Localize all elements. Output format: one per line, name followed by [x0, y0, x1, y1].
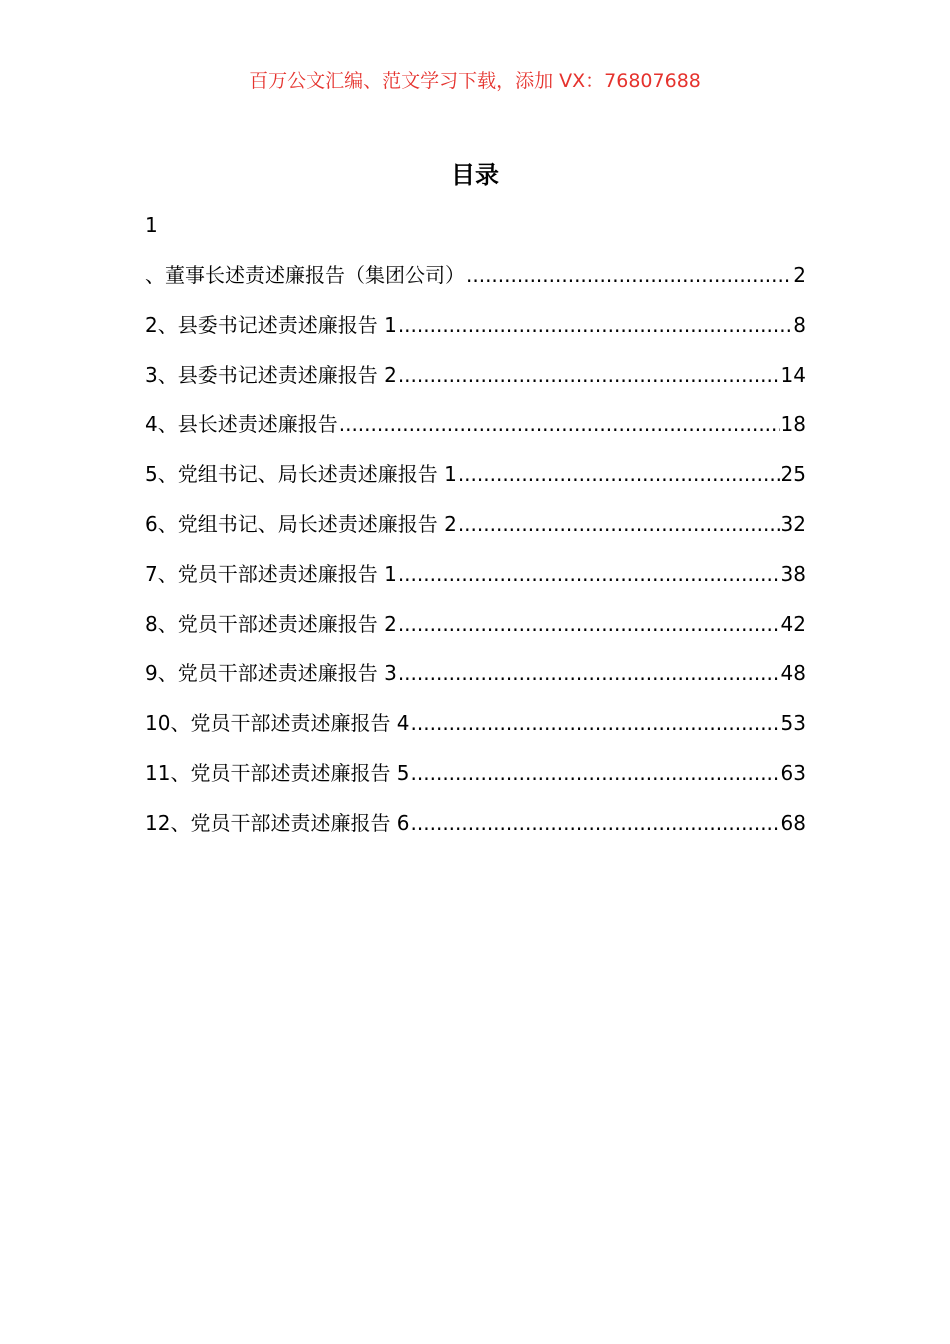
toc-entry-title: 12、党员干部述责述廉报告 6 [145, 810, 410, 835]
toc-entry-page: 48 [780, 661, 806, 686]
dot-leader [411, 705, 780, 741]
toc-entry[interactable] [145, 805, 806, 841]
toc-entry-title: 10、党员干部述责述廉报告 4 [145, 711, 410, 736]
toc-entry-page: 2 [793, 263, 806, 287]
toc-lead-number: 1 [145, 213, 158, 237]
dot-leader [398, 606, 780, 642]
toc-entry-page: 32 [780, 511, 806, 536]
toc-entry-page: 25 [780, 462, 806, 487]
dot-leader [411, 755, 780, 791]
toc-entry-title: 2、县委书记述责述廉报告 1 [145, 312, 397, 337]
toc-entry-page: 53 [780, 711, 806, 736]
toc-title: 目录 [451, 161, 499, 189]
toc-entry-page: 14 [780, 362, 806, 387]
toc-entry[interactable] [145, 307, 806, 343]
toc-entry-title: 6、党组书记、局长述责述廉报告 2 [145, 511, 457, 536]
dot-leader [411, 805, 780, 841]
toc-entry-page: 42 [780, 611, 806, 636]
toc-entry-title: 11、党员干部述责述廉报告 5 [145, 760, 410, 785]
toc-entry-title: 、董事长述责述廉报告（集团公司） [145, 263, 465, 287]
dot-leader [398, 357, 780, 393]
dot-leader [398, 556, 780, 592]
toc-entry-page: 8 [793, 312, 806, 337]
toc-entry-title: 4、县长述责述廉报告 [145, 412, 338, 437]
toc-entry[interactable] [145, 456, 806, 492]
table-of-contents [145, 207, 806, 855]
toc-entry-title: 3、县委书记述责述廉报告 2 [145, 362, 397, 387]
toc-entry-page: 63 [780, 760, 806, 785]
toc-entry[interactable] [145, 606, 806, 642]
toc-entry-title: 5、党组书记、局长述责述廉报告 1 [145, 462, 457, 487]
toc-entry-title: 8、党员干部述责述廉报告 2 [145, 611, 397, 636]
toc-entry-title: 9、党员干部述责述廉报告 3 [145, 661, 397, 686]
toc-entry[interactable] [145, 755, 806, 791]
dot-leader [466, 257, 792, 293]
toc-entry[interactable] [145, 257, 806, 293]
toc-entry[interactable] [145, 655, 806, 691]
toc-entry[interactable] [145, 705, 806, 741]
toc-entry[interactable] [145, 506, 806, 542]
toc-entry[interactable] [145, 406, 806, 442]
header-note: 百万公文汇编、范文学习下载，添加 VX：76807688 [249, 70, 701, 92]
dot-leader [458, 506, 780, 542]
toc-entry-page: 18 [780, 412, 806, 437]
toc-entry[interactable] [145, 556, 806, 592]
dot-leader [398, 655, 780, 691]
toc-entry-page: 38 [780, 561, 806, 586]
dot-leader [398, 307, 792, 343]
dot-leader [339, 406, 780, 442]
toc-entry[interactable] [145, 357, 806, 393]
dot-leader [458, 456, 780, 492]
toc-entry-page: 68 [780, 810, 806, 835]
toc-entry-title: 7、党员干部述责述廉报告 1 [145, 561, 397, 586]
